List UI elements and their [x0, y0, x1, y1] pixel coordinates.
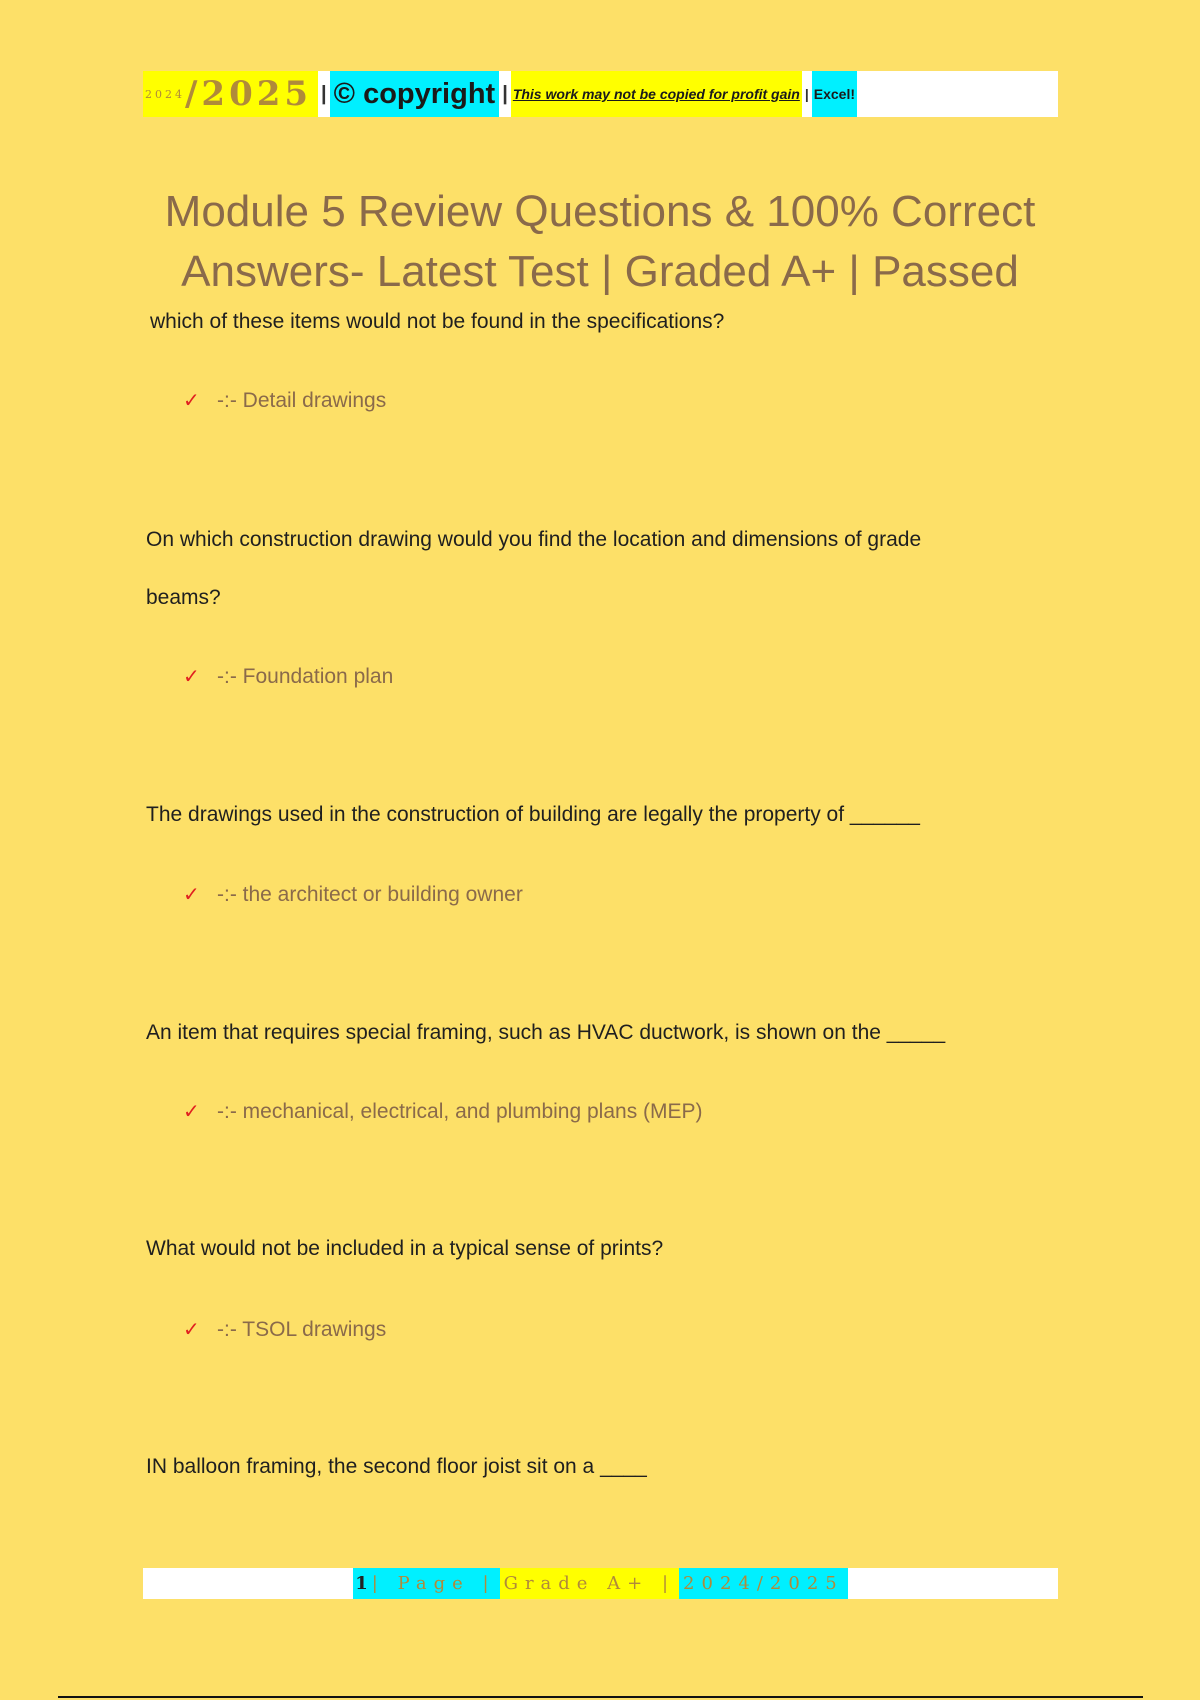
answer-text: -:- Foundation plan: [217, 664, 394, 688]
answer-item: [183, 664, 393, 689]
page-number: 1: [353, 1568, 368, 1599]
footer-year: 2024/2025: [679, 1568, 848, 1599]
answer-text: -:- Detail drawings: [217, 388, 387, 412]
footer-content: [353, 1568, 847, 1599]
question-text: The drawings used in the construction of building are legally the property of ______: [146, 803, 920, 826]
answer-item: [183, 882, 523, 907]
question-line-2: beams?: [146, 586, 221, 609]
footer-banner: [143, 1568, 1058, 1599]
answer-text: -:- mechanical, electrical, and plumbing plans (MEP): [217, 1099, 703, 1123]
checkmark-icon: ✓: [183, 1101, 200, 1123]
question-line-1: On which construction drawing would you find the location and dimensions of grade: [146, 528, 922, 551]
question-text: IN balloon framing, the second floor joist sit on a ____: [146, 1455, 647, 1478]
header-separator: |: [804, 86, 809, 102]
bottom-divider: [58, 1696, 1143, 1698]
header-notice: This work may not be copied for profit gain: [511, 71, 802, 117]
header-separator: |: [321, 82, 327, 105]
page-label: | Page |: [368, 1568, 500, 1599]
answer-item: [183, 1317, 386, 1342]
header-banner: [143, 71, 1058, 117]
answer-item: [183, 1099, 703, 1124]
title-line-2: Answers- Latest Test | Graded A+ | Passed: [181, 247, 1019, 296]
header-separator: |: [502, 82, 508, 105]
answer-text: -:- TSOL drawings: [217, 1317, 387, 1341]
checkmark-icon: ✓: [183, 666, 200, 688]
question-text: which of these items would not be found in the specifications?: [150, 310, 725, 333]
header-year-small: 2024: [145, 87, 185, 101]
grade-label: Grade A+ |: [500, 1568, 679, 1599]
header-year: [143, 71, 318, 117]
answer-item: [183, 388, 386, 413]
checkmark-icon: ✓: [183, 390, 200, 412]
question-text: [146, 511, 921, 627]
question-text: An item that requires special framing, such as HVAC ductwork, is shown on the _____: [146, 1021, 946, 1044]
checkmark-icon: ✓: [183, 1319, 200, 1341]
header-excel: Excel!: [812, 71, 857, 117]
title-line-1: Module 5 Review Questions & 100% Correct: [164, 187, 1036, 236]
document-title: [100, 182, 1100, 302]
question-text: What would not be included in a typical sense of prints?: [146, 1237, 664, 1260]
header-year-big: /2025: [185, 74, 313, 114]
answer-text: -:- the architect or building owner: [217, 882, 523, 906]
header-copyright: © copyright: [330, 71, 500, 117]
checkmark-icon: ✓: [183, 884, 200, 906]
